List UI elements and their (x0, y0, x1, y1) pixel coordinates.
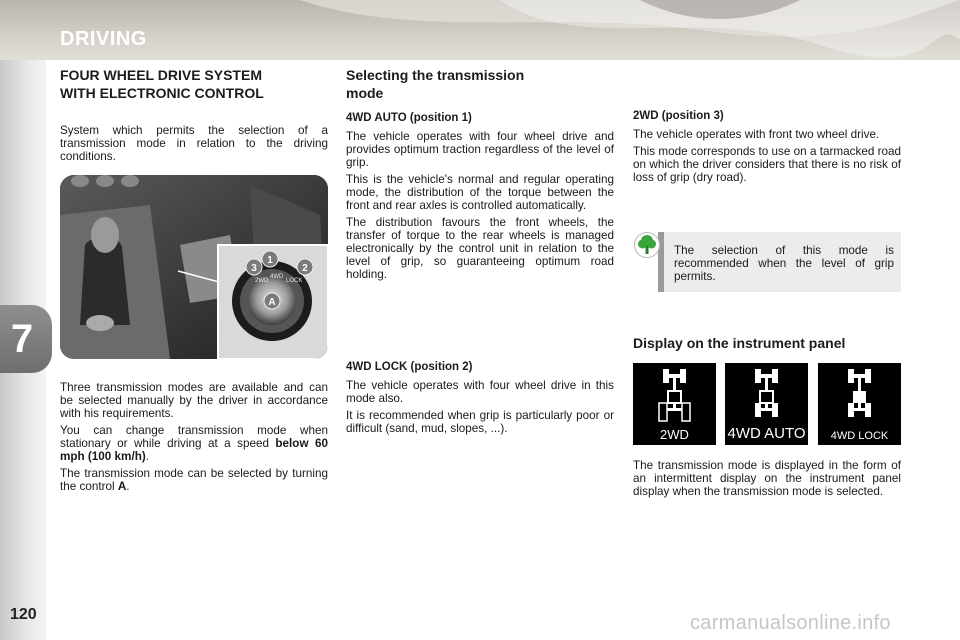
chapter-number: 7 (10, 317, 34, 361)
section-title: DRIVING (60, 28, 147, 50)
header-band (0, 0, 960, 60)
dial-label-lock: LOCK (286, 278, 303, 284)
tree-advice-icon (634, 232, 660, 258)
auto-heading: 4WD AUTO (position 1) (346, 112, 472, 124)
modes-paragraph-3 (60, 467, 328, 493)
advice-text: The selection of this mode is recommended when the level of grip permits. (674, 244, 894, 283)
label-1: 1 (267, 255, 273, 266)
drivetrain-icon (633, 363, 716, 425)
system-title-line1: FOUR WHEEL DRIVE SYSTEM (60, 67, 262, 83)
system-title (60, 66, 328, 102)
modes-paragraph-2 (60, 424, 328, 463)
display-paragraph: The transmission mode is displayed in the form of an intermittent display on the instrument panel display when the transmission mode is selected. (633, 459, 901, 498)
display-4wd-lock (818, 363, 901, 445)
control-text-end: . (126, 480, 130, 493)
display-label-4wd-lock: 4WD LOCK (830, 430, 889, 442)
control-letter: A (117, 480, 127, 493)
lock-heading: 4WD LOCK (position 2) (346, 361, 473, 373)
label-a: A (268, 297, 276, 308)
speed-limit: below 60 mph (100 km/h) (60, 437, 328, 463)
display-title: Display on the instrument panel (633, 335, 846, 351)
control-text: The transmission mode can be selected by turning the control (60, 467, 328, 493)
display-label-2wd: 2WD (660, 427, 689, 442)
lock-paragraph-2: It is recommended when grip is particularly poor or difficult (sand, mud, slopes, ...). (346, 409, 614, 435)
lock-paragraph-1: The vehicle operates with four wheel drive in this mode also. (346, 379, 614, 405)
twowd-paragraph-2: This mode corresponds to use on a tarmacked road on which the driver considers that there is no risk of loss of grip (dry road). (633, 145, 901, 184)
selecting-title-line1: Selecting the transmission (346, 67, 525, 83)
speed-text: You can change transmission mode when stationary or while driving at a speed (60, 424, 328, 450)
auto-paragraph-1: The vehicle operates with four wheel drive and provides optimum traction regardless of the level of grip. (346, 130, 614, 169)
label-2: 2 (302, 263, 308, 274)
selecting-title (346, 66, 614, 102)
dial-label-2wd: 2WD (255, 278, 269, 284)
column-3 (633, 110, 901, 188)
display-2wd (633, 363, 716, 445)
system-title-line2: WITH ELECTRONIC CONTROL (60, 85, 264, 101)
gear-selector-photo (60, 175, 328, 359)
display-4wd-auto (725, 363, 808, 445)
drivetrain-icon (725, 363, 808, 425)
intro-paragraph: System which permits the selection of a transmission mode in relation to the driving conditions. (60, 124, 328, 163)
column-2 (346, 66, 614, 285)
twowd-paragraph-1: The vehicle operates with front two wheel drive. (633, 128, 880, 141)
display-title-block (633, 334, 913, 352)
display-description (633, 459, 901, 502)
label-3: 3 (251, 263, 257, 274)
page-number: 120 (10, 606, 37, 623)
drivetrain-icon (818, 363, 901, 425)
modes-paragraphs (60, 381, 328, 497)
speed-text-end: . (145, 450, 149, 463)
twowd-heading: 2WD (position 3) (633, 110, 724, 122)
modes-paragraph-1: Three transmission modes are available and can be selected manually by the driver in accordance with his requirements. (60, 381, 328, 420)
display-label-4wd-auto: 4WD AUTO (727, 425, 806, 442)
dial-label-4wd: 4WD (270, 274, 284, 280)
auto-paragraph-3: The distribution favours the front wheels, the transfer of torque to the rear wheels is managed electronically by the control unit in relation to the level of grip, so guaranteeing optimum road holding. (346, 216, 614, 281)
selecting-title-line2: mode (346, 85, 384, 101)
photo-illustration (60, 175, 328, 359)
lock-section (346, 361, 614, 439)
watermark: carmanualsonline.info (690, 612, 891, 634)
auto-paragraph-2: This is the vehicle's normal and regular operating mode, the distribution of the torque between the front and rear axles is controlled automatically. (346, 173, 614, 212)
column-1 (60, 66, 328, 167)
